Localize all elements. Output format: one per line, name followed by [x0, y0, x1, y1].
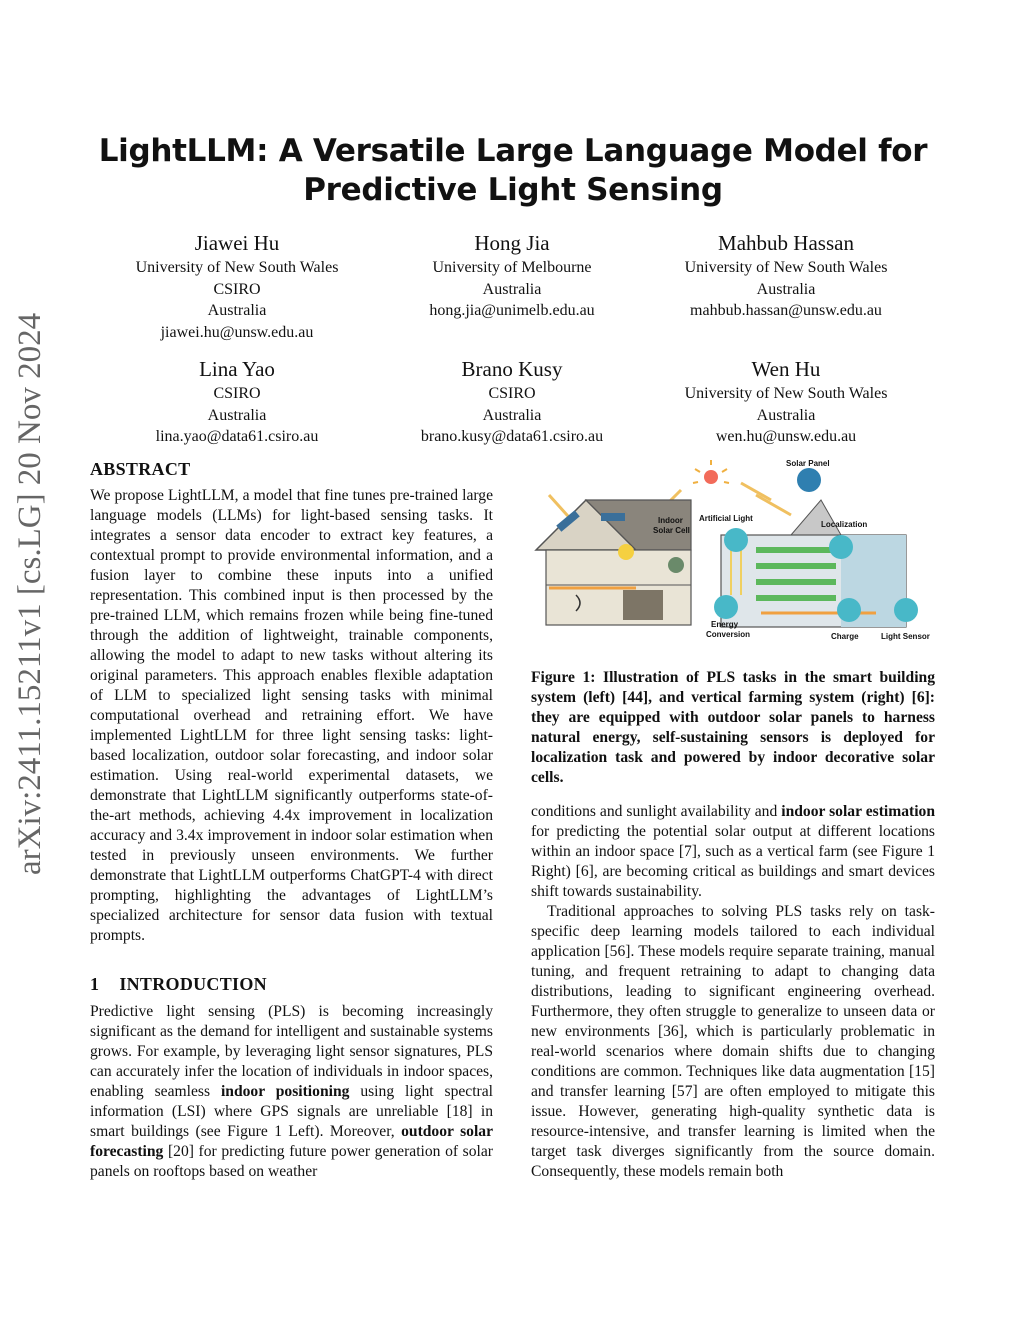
solar-panel-icon	[797, 468, 821, 492]
right-paragraph-1	[531, 802, 935, 902]
author-affiliation: University of New South Wales	[135, 259, 339, 276]
abstract-text: We propose LightLLM, a model that fine tunes pre-trained large language models (LLMs) for light-based sensing tasks. It integrates a sensor data encoder to extract key features, a contextual prompt to provide environmental information, and a fusion layer to combine these inputs into a unified representation. This combined input is then processed by the pre-trained LLM, which remains frozen while being fine-tuned through the addition of lightweight, trainable components, allowing the model to adapt to new tasks without altering its original parameters. This approach enables flexible adaptation of LLM to specialized light sensing tasks with minimal computational overhead and retraining effort. We have implemented LightLLM for three light sensing tasks: light-based localization, outdoor solar forecasting, and indoor solar estimation. Using real-world experimental datasets, we demonstrate that LightLLM significantly outperforms state-of-the-art methods, achieving 4.4x improvement in localization accuracy and 3.4x improvement in indoor solar estimation when tested in previously unseen environments. We further demonstrate that LightLLM outperforms ChatGPT-4 with direct prompting, highlighting the advantages of LightLLM’s specialized architecture for sensor data fusion with textual prompts.	[90, 487, 493, 944]
abstract-heading: ABSTRACT	[90, 459, 191, 479]
author-affiliation: University of New South Wales	[684, 259, 888, 276]
intro-text: [20] for predicting future power generation of solar panels on rooftops based on weather	[90, 1143, 493, 1180]
author-affiliation: University of Melbourne	[432, 259, 592, 276]
label-charge: Charge	[831, 632, 859, 641]
label-solar-panel: Solar Panel	[786, 459, 830, 468]
intro-heading	[90, 974, 267, 995]
intro-paragraph	[90, 1002, 493, 1182]
sun-disc	[704, 470, 718, 484]
author-block	[362, 355, 662, 448]
section-number: 1	[90, 974, 100, 994]
author-block	[636, 355, 936, 448]
author-block	[87, 229, 387, 343]
author-email[interactable]: wen.hu@unsw.edu.au	[715, 428, 857, 445]
energy-conversion-icon	[714, 595, 738, 619]
right-paragraph-2: Traditional approaches to solving PLS tasks rely on task-specific deep learning models tailored to each individual application [56]. These models require separate training, manual tuning, and frequent retraining to adapt to changing data distributions, leading to significant engineering overhead. Furthermore, they often struggle to generalize to unseen data or new environments [36], which is particularly problematic in real-world scenarios where domain shifts due to changing conditions are common. Techniques like data augmentation [15] and transfer learning [57] are often employed to mitigate this issue. However, generating high-quality synthetic data is resource-intensive, and transfer learning is limited when the target task diverges significantly from the source domain. Consequently, these models remain both	[531, 903, 935, 1180]
author-name: Wen Hu	[751, 357, 821, 381]
body-text: for predicting the potential solar output at different locations within an indoor space [7], such as a vertical farm (see Figure 1 Right) [6], are becoming critical as buildings and smart devices shift towards sustainability.	[531, 823, 935, 900]
ceiling-lamp-icon	[618, 544, 634, 560]
figure-1-illustration	[531, 455, 936, 650]
localization-person-icon	[829, 535, 853, 559]
light-sensor-icon	[894, 598, 918, 622]
author-email[interactable]: brano.kusy@data61.csiro.au	[420, 428, 604, 445]
author-affiliation: University of New South Wales	[684, 385, 888, 402]
author-email[interactable]: jiawei.hu@unsw.edu.au	[160, 323, 314, 341]
author-affiliation: Australia	[756, 406, 816, 424]
artificial-light-icon	[724, 528, 748, 552]
figure-caption: Figure 1: Illustration of PLS tasks in the smart building system (left) [44], and vertical farming system (right) [6]: they are equipped with outdoor solar panels to harness natural energy, self-sustaining sensors is deployed for localization task and powered by indoor decorative solar cells.	[531, 669, 935, 786]
body-text: conditions and sunlight availability and	[531, 803, 782, 820]
author-name: Mahbub Hassan	[718, 231, 854, 255]
author-email[interactable]: mahbub.hassan@unsw.edu.au	[690, 302, 882, 319]
author-affiliation: Australia	[207, 406, 267, 424]
intro-text: Predictive light sensing (PLS) is becoming increasingly significant as the demand for intelligent and sustainable systems grows. For example, by leveraging light sensor signatures, PLS can accurately infer the location of individuals in indoor spaces, enabling seamless	[90, 1003, 493, 1100]
author-affiliation: Australia	[482, 280, 542, 298]
intro-bold-term: outdoor solar forecasting	[90, 1123, 493, 1160]
author-affiliation: CSIRO	[213, 385, 261, 402]
author-block	[87, 355, 387, 448]
label-solar-cell: Solar Cell	[653, 526, 690, 535]
roof-solar-panel	[601, 513, 625, 521]
label-light-sensor: Light Sensor	[881, 632, 930, 641]
author-name: Brano Kusy	[461, 357, 563, 381]
author-affiliation: Australia	[756, 280, 816, 298]
arxiv-identifier: arXiv:2411.15211v1 [cs.LG] 20 Nov 2024	[12, 312, 48, 875]
author-email[interactable]: lina.yao@data61.csiro.au	[155, 428, 319, 445]
bold-term: indoor solar estimation	[781, 803, 936, 820]
label-energy: Energy	[711, 620, 739, 629]
solar-cell-leaf-icon	[668, 557, 684, 573]
section-title: INTRODUCTION	[119, 974, 267, 994]
intro-bold-term: indoor positioning	[220, 1083, 350, 1100]
intro-text: using light spectral information (LSI) where GPS signals are unreliable [18] in smart buildings (see Figure 1 Left). Moreover,	[90, 1083, 493, 1140]
title-line-2: Predictive Light Sensing	[303, 172, 723, 208]
author-name: Jiawei Hu	[194, 231, 280, 255]
charge-icon	[837, 598, 861, 622]
author-email[interactable]: hong.jia@unimelb.edu.au	[429, 302, 595, 319]
paper-title	[90, 132, 936, 210]
farm-roof	[791, 500, 841, 535]
author-block	[362, 229, 662, 322]
title-line-1: LightLLM: A Versatile Large Language Model for	[98, 133, 928, 169]
label-conversion: Conversion	[706, 630, 751, 639]
vertical-farm	[714, 468, 918, 627]
bookshelf	[623, 590, 663, 620]
author-block	[636, 229, 936, 322]
author-affiliation: Australia	[482, 406, 542, 424]
author-name: Hong Jia	[474, 231, 550, 255]
author-name: Lina Yao	[199, 357, 275, 381]
author-affiliation: CSIRO	[213, 280, 261, 298]
label-indoor: Indoor	[658, 516, 683, 525]
author-affiliation: CSIRO	[488, 385, 536, 402]
label-artificial-light: Artificial Light	[699, 514, 753, 523]
author-affiliation: Australia	[207, 302, 267, 319]
label-localization: Localization	[821, 520, 868, 529]
